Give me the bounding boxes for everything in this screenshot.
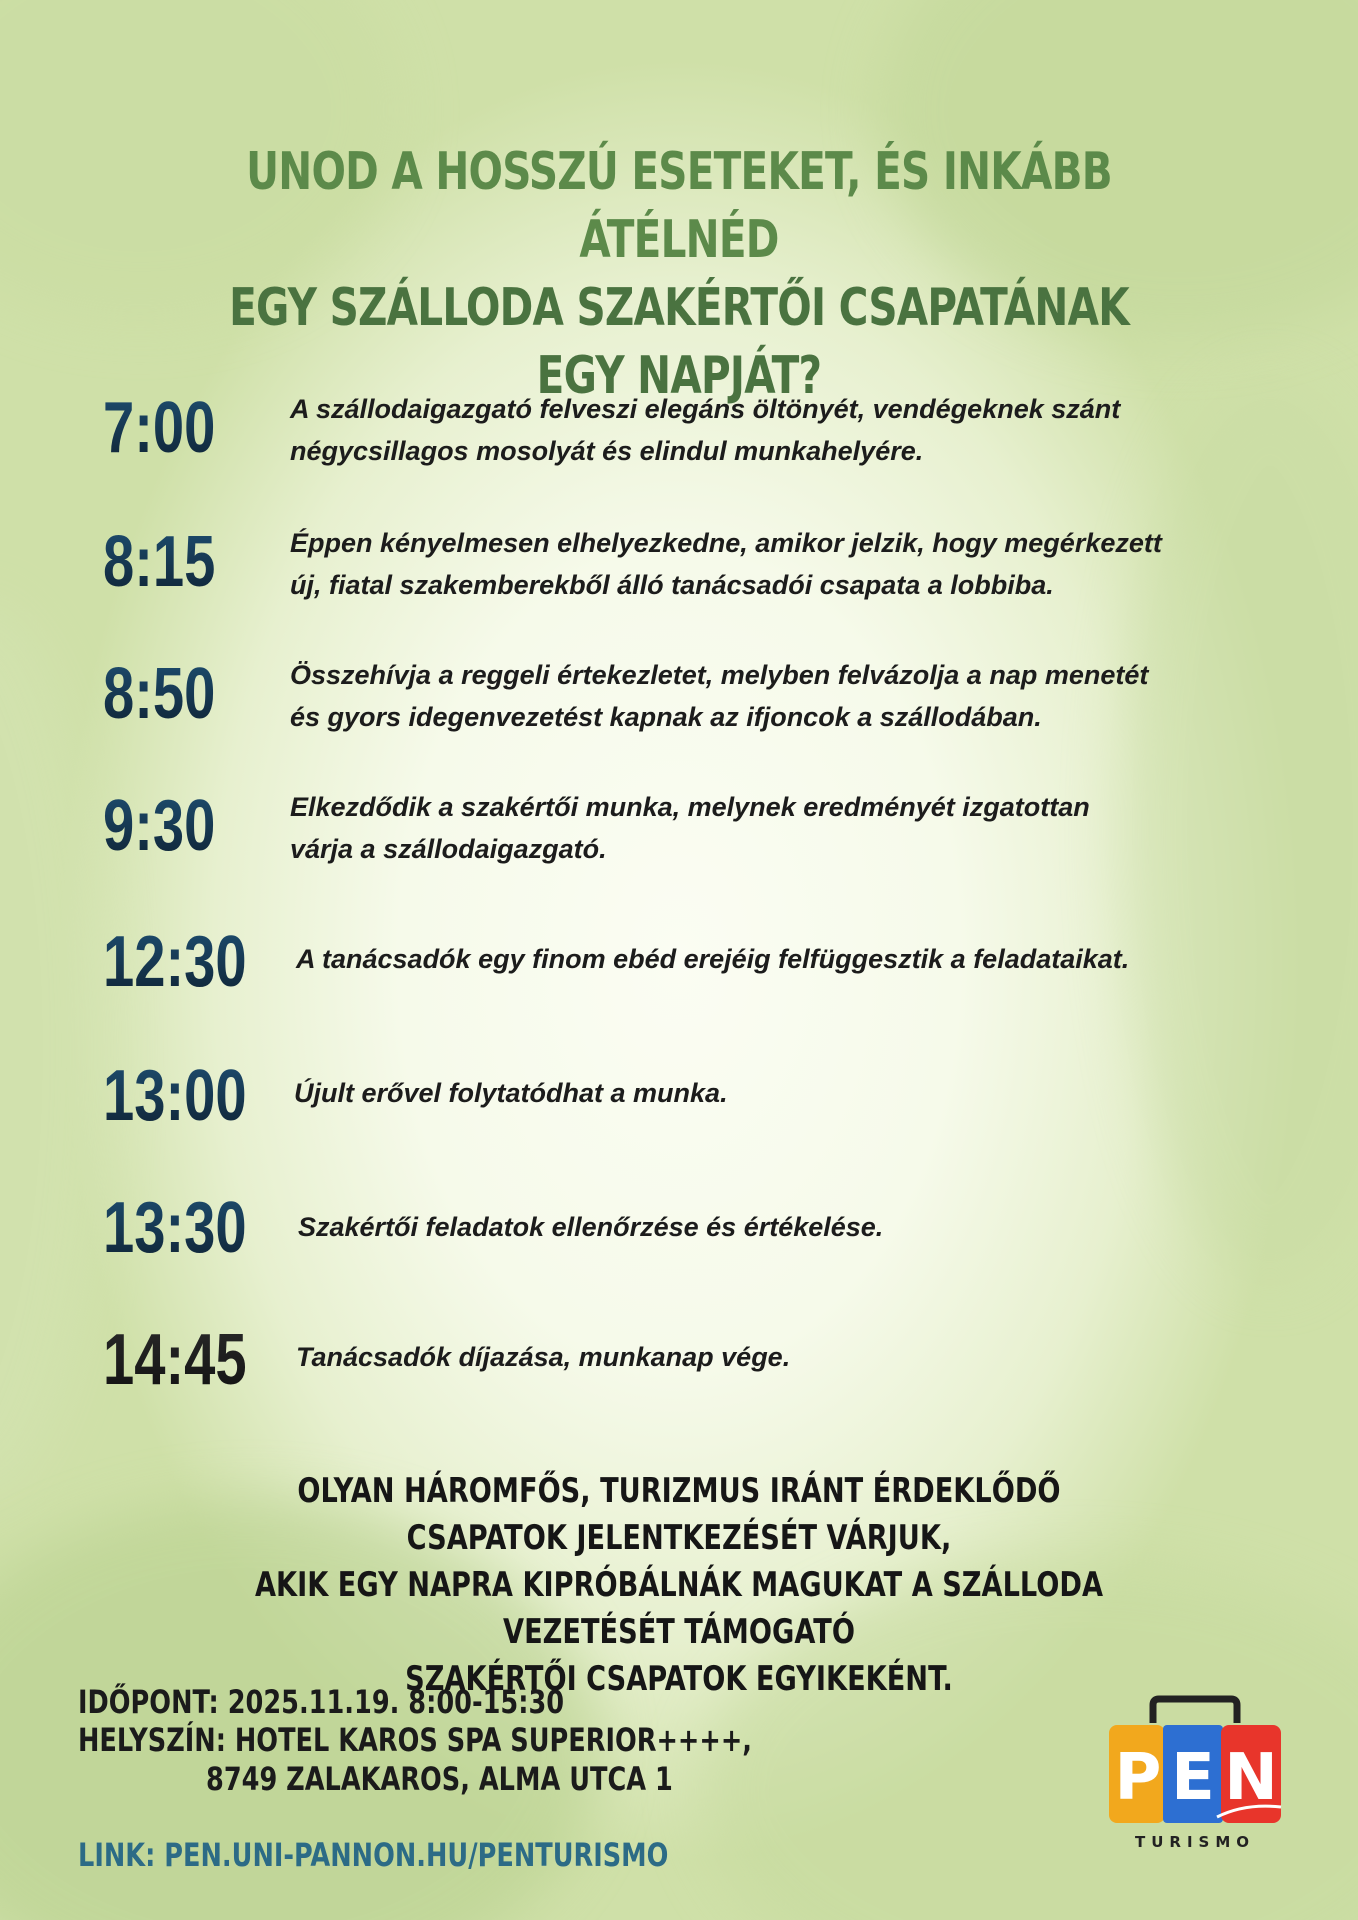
description-line: új, fiatal szakemberekből álló tanácsadói csapata a lobbiba. (290, 570, 1054, 600)
date-value: 2025.11.19. 8:00-15:30 (227, 1683, 565, 1721)
call-to-action (216, 1468, 1142, 1703)
description-line: A szállodaigazgató felveszi elegáns öltönyét, vendégeknek szánt (290, 394, 1121, 424)
suitcase-logo-icon (1105, 1695, 1285, 1855)
schedule-time: 13:30 (103, 1188, 247, 1268)
description-line: Szakértői feladatok ellenőrzése és értékelése. (298, 1212, 884, 1242)
schedule-description (290, 522, 1290, 606)
schedule-description (296, 1336, 1296, 1378)
description-line: A tanácsadók egy finom ebéd erejéig felfüggesztik a feladataikat. (296, 944, 1130, 974)
schedule-time: 8:15 (103, 522, 216, 602)
description-line: Tanácsadók díjazása, munkanap vége. (296, 1342, 791, 1372)
schedule-item (0, 654, 1358, 754)
event-date (78, 1683, 564, 1721)
schedule-time: 14:45 (103, 1320, 247, 1400)
schedule-description (290, 786, 1290, 870)
schedule-item (0, 388, 1358, 488)
schedule-time: 13:00 (103, 1056, 247, 1136)
link-label: LINK: (78, 1836, 156, 1874)
schedule-time: 7:00 (103, 388, 216, 468)
description-line: Összehívja a reggeli értekezletet, melyben felvázolja a nap menetét (290, 660, 1149, 690)
cta-line: AKIK EGY NAPRA KIPRÓBÁLNÁK MAGUKAT A SZÁLLODA VEZETÉSÉT TÁMOGATÓ (254, 1565, 1104, 1652)
description-line: Elkezdődik a szakértői munka, melynek eredményét izgatottan (290, 792, 1090, 822)
schedule-item (0, 786, 1358, 886)
event-link[interactable] (78, 1836, 668, 1874)
venue-line-1: HOTEL KAROS SPA SUPERIOR++++, (234, 1721, 752, 1759)
pen-turismo-logo (1105, 1695, 1285, 1855)
date-label: IDŐPONT: (78, 1683, 219, 1721)
venue-label: HELYSZÍN: (78, 1721, 226, 1759)
description-line: várja a szállodaigazgató. (290, 834, 607, 864)
schedule-item (0, 1056, 1358, 1156)
description-line: Éppen kényelmesen elhelyezkedne, amikor jelzik, hogy megérkezett (290, 528, 1162, 558)
cta-line: OLYAN HÁROMFŐS, TURIZMUS IRÁNT ÉRDEKLŐDŐ CSAPATOK JELENTKEZÉSÉT VÁRJUK, (297, 1471, 1061, 1558)
event-venue-address (206, 1760, 673, 1798)
schedule-item (0, 1188, 1358, 1288)
schedule-description (296, 938, 1296, 980)
schedule-description (290, 654, 1290, 738)
cta-line: SZAKÉRTŐI CSAPATOK EGYIKEKÉNT. (405, 1659, 953, 1699)
schedule-item (0, 522, 1358, 622)
schedule-description (298, 1206, 1298, 1248)
venue-line-2: 8749 ZALAKAROS, ALMA UTCA 1 (206, 1760, 673, 1798)
logo-subtitle: TURISMO (1134, 1833, 1256, 1851)
logo-letter-n: N (1224, 1741, 1278, 1815)
schedule-time: 9:30 (103, 786, 216, 866)
schedule-description (290, 388, 1290, 472)
logo-letter-p: P (1114, 1741, 1162, 1815)
title-line-1: UNOD A HOSSZÚ ESETEKET, ÉS INKÁBB ÁTÉLNÉD (246, 142, 1112, 270)
page-title (196, 138, 1162, 410)
logo-letter-e: E (1171, 1741, 1215, 1815)
event-venue (78, 1721, 752, 1759)
description-line: és gyors idegenvezetést kapnak az ifjoncok a szállodában. (290, 702, 1042, 732)
schedule-time: 12:30 (103, 922, 247, 1002)
link-value[interactable]: PEN.UNI-PANNON.HU/PENTURISMO (164, 1836, 669, 1874)
schedule-description (294, 1072, 1294, 1114)
schedule-item (0, 922, 1358, 1022)
title-line-2: EGY SZÁLLODA SZAKÉRTŐI CSAPATÁNAK EGY NAPJÁT? (229, 278, 1129, 406)
description-line: négycsillagos mosolyát és elindul munkahelyére. (290, 436, 924, 466)
description-line: Újult erővel folytatódhat a munka. (294, 1078, 728, 1108)
schedule-item (0, 1320, 1358, 1420)
schedule-time: 8:50 (103, 654, 216, 734)
